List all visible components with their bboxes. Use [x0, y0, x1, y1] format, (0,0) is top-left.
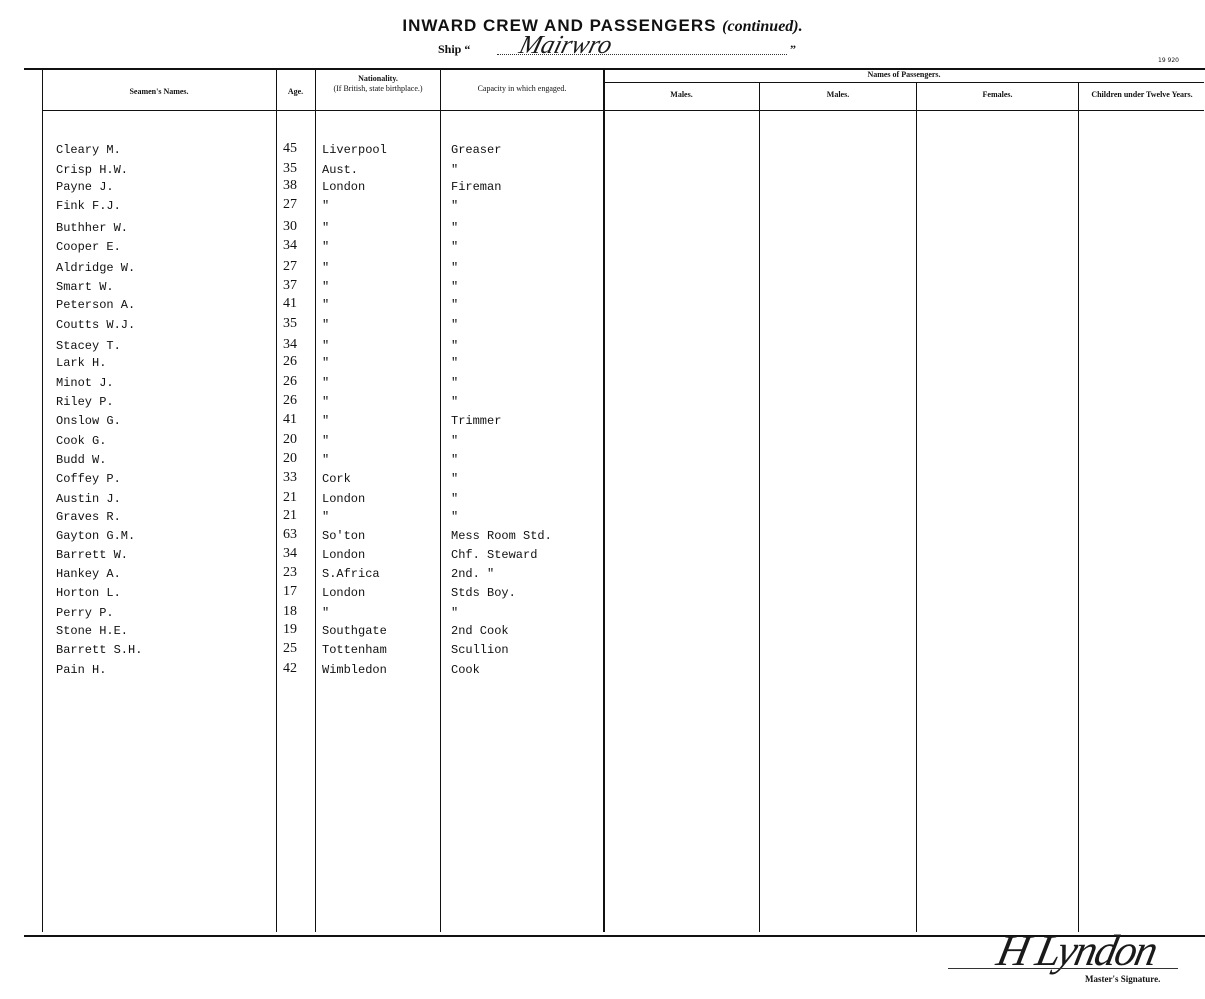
crew-nationality: " — [322, 395, 330, 409]
crew-capacity: Scullion — [451, 643, 509, 657]
crew-age: 30 — [283, 219, 297, 234]
title-suffix: (continued). — [722, 18, 803, 35]
passengers-subrule — [604, 82, 1204, 83]
crew-name: Stone H.E. — [56, 624, 129, 638]
crew-capacity: " — [451, 221, 459, 235]
crew-capacity: 2nd Cook — [451, 624, 509, 638]
ship-close-quote: ” — [790, 42, 796, 56]
crew-name: Budd W. — [56, 453, 107, 467]
signature-line — [948, 968, 1178, 969]
crew-capacity: Mess Room Std. — [451, 529, 552, 543]
crew-name: Buthher W. — [56, 221, 129, 235]
crew-capacity: 2nd. " — [451, 567, 495, 581]
crew-name: Smart W. — [56, 280, 114, 294]
col-divider-nationality — [315, 70, 316, 932]
crew-name: Barrett S.H. — [56, 643, 143, 657]
crew-name: Fink F.J. — [56, 199, 121, 213]
crew-nationality: So'ton — [322, 529, 366, 543]
crew-age: 18 — [283, 604, 297, 619]
crew-name: Lark H. — [56, 356, 107, 370]
crew-nationality: " — [322, 199, 330, 213]
crew-age: 33 — [283, 470, 297, 485]
header-nationality — [316, 74, 440, 94]
crew-name: Minot J. — [56, 376, 114, 390]
crew-capacity: " — [451, 434, 459, 448]
crew-age: 34 — [283, 546, 297, 561]
crew-nationality: Cork — [322, 472, 351, 486]
crew-age: 45 — [283, 141, 297, 156]
crew-capacity: " — [451, 280, 459, 294]
crew-name: Gayton G.M. — [56, 529, 136, 543]
crew-name: Coutts W.J. — [56, 318, 136, 332]
crew-nationality: Tottenham — [322, 643, 387, 657]
crew-age: 26 — [283, 374, 297, 389]
crew-name: Cooper E. — [56, 240, 121, 254]
crew-name: Hankey A. — [56, 567, 121, 581]
crew-age: 25 — [283, 641, 297, 656]
crew-capacity: Cook — [451, 663, 480, 677]
crew-nationality: London — [322, 548, 366, 562]
crew-capacity: " — [451, 472, 459, 486]
crew-nationality: London — [322, 586, 366, 600]
crew-nationality: " — [322, 510, 330, 524]
crew-nationality: " — [322, 356, 330, 370]
crew-nationality: Aust. — [322, 163, 359, 177]
crew-nationality: Liverpool — [322, 143, 387, 157]
crew-age: 34 — [283, 337, 297, 352]
crew-name: Barrett W. — [56, 548, 129, 562]
crew-nationality: " — [322, 339, 330, 353]
ship-name: Mairwro — [516, 30, 616, 59]
crew-name: Aldridge W. — [56, 261, 136, 275]
header-females: Females. — [982, 90, 1013, 99]
col-divider-passengers — [603, 70, 605, 932]
nationality-title: Nationality. — [358, 74, 398, 83]
crew-name: Horton L. — [56, 586, 121, 600]
master-signature: H Lyndon — [992, 926, 1161, 975]
crew-age: 63 — [283, 527, 297, 542]
crew-age: 27 — [283, 259, 297, 274]
col-divider-males2 — [759, 83, 760, 932]
crew-capacity: Stds Boy. — [451, 586, 516, 600]
nationality-sub: (If British, state birthplace.) — [333, 84, 423, 93]
crew-name: Cook G. — [56, 434, 107, 448]
crew-name: Onslow G. — [56, 414, 121, 428]
crew-nationality: London — [322, 180, 366, 194]
crew-name: Graves R. — [56, 510, 121, 524]
crew-nationality: Wimbledon — [322, 663, 387, 677]
crew-capacity: " — [451, 298, 459, 312]
col-divider-age — [276, 70, 277, 932]
crew-name: Stacey T. — [56, 339, 121, 353]
crew-age: 26 — [283, 354, 297, 369]
crew-capacity: " — [451, 339, 459, 353]
crew-nationality: " — [322, 606, 330, 620]
crew-nationality: " — [322, 318, 330, 332]
col-divider-left — [42, 70, 43, 932]
crew-name: Peterson A. — [56, 298, 136, 312]
crew-nationality: " — [322, 434, 330, 448]
crew-name: Coffey P. — [56, 472, 121, 486]
crew-age: 23 — [283, 565, 297, 580]
crew-name: Riley P. — [56, 395, 114, 409]
ship-label: Ship “ — [438, 42, 471, 56]
crew-nationality: Southgate — [322, 624, 387, 638]
crew-capacity: " — [451, 163, 459, 177]
crew-name: Austin J. — [56, 492, 121, 506]
crew-nationality: " — [322, 298, 330, 312]
header-seamens-names: Seamen's Names. — [129, 87, 189, 96]
crew-nationality: " — [322, 414, 330, 428]
crew-age: 20 — [283, 432, 297, 447]
crew-capacity: " — [451, 376, 459, 390]
header-age: Age. — [287, 87, 304, 96]
crew-age: 38 — [283, 178, 297, 193]
crew-age: 17 — [283, 584, 297, 599]
header-males-2: Males. — [826, 90, 850, 99]
crew-capacity: " — [451, 492, 459, 506]
crew-capacity: " — [451, 318, 459, 332]
crew-name: Cleary M. — [56, 143, 121, 157]
col-divider-females — [916, 83, 917, 932]
crew-age: 41 — [283, 296, 297, 311]
crew-capacity: Fireman — [451, 180, 502, 194]
crew-nationality: " — [322, 240, 330, 254]
crew-age: 34 — [283, 238, 297, 253]
signature-label: Master's Signature. — [1085, 974, 1161, 984]
form-number: 19 920 — [1158, 57, 1179, 64]
crew-capacity: " — [451, 453, 459, 467]
crew-age: 37 — [283, 278, 297, 293]
crew-name: Pain H. — [56, 663, 107, 677]
crew-nationality: " — [322, 376, 330, 390]
col-divider-capacity — [440, 70, 441, 932]
header-passengers: Names of Passengers. — [867, 70, 941, 79]
crew-name: Payne J. — [56, 180, 114, 194]
crew-nationality: London — [322, 492, 366, 506]
crew-capacity: " — [451, 395, 459, 409]
title-text: INWARD CREW AND PASSENGERS — [402, 16, 717, 35]
crew-nationality: S.Africa — [322, 567, 380, 581]
crew-nationality: " — [322, 453, 330, 467]
crew-capacity: " — [451, 356, 459, 370]
crew-nationality: " — [322, 280, 330, 294]
header-bottom-rule — [42, 110, 1204, 111]
crew-age: 21 — [283, 508, 297, 523]
crew-age: 26 — [283, 393, 297, 408]
col-divider-children — [1078, 83, 1079, 932]
crew-age: 41 — [283, 412, 297, 427]
crew-nationality: " — [322, 221, 330, 235]
header-capacity: Capacity in which engaged. — [477, 84, 567, 93]
crew-age: 20 — [283, 451, 297, 466]
crew-capacity: " — [451, 261, 459, 275]
crew-age: 27 — [283, 197, 297, 212]
crew-capacity: Trimmer — [451, 414, 502, 428]
crew-name: Perry P. — [56, 606, 114, 620]
crew-age: 35 — [283, 161, 297, 176]
crew-capacity: Chf. Steward — [451, 548, 538, 562]
crew-capacity: " — [451, 240, 459, 254]
crew-capacity: Greaser — [451, 143, 502, 157]
crew-age: 19 — [283, 622, 297, 637]
crew-nationality: " — [322, 261, 330, 275]
crew-name: Crisp H.W. — [56, 163, 129, 177]
crew-age: 21 — [283, 490, 297, 505]
crew-age: 35 — [283, 316, 297, 331]
crew-capacity: " — [451, 606, 459, 620]
crew-capacity: " — [451, 510, 459, 524]
header-males-1: Males. — [670, 90, 693, 99]
crew-age: 42 — [283, 661, 297, 676]
header-children: Children under Twelve Years. — [1091, 90, 1193, 99]
crew-capacity: " — [451, 199, 459, 213]
